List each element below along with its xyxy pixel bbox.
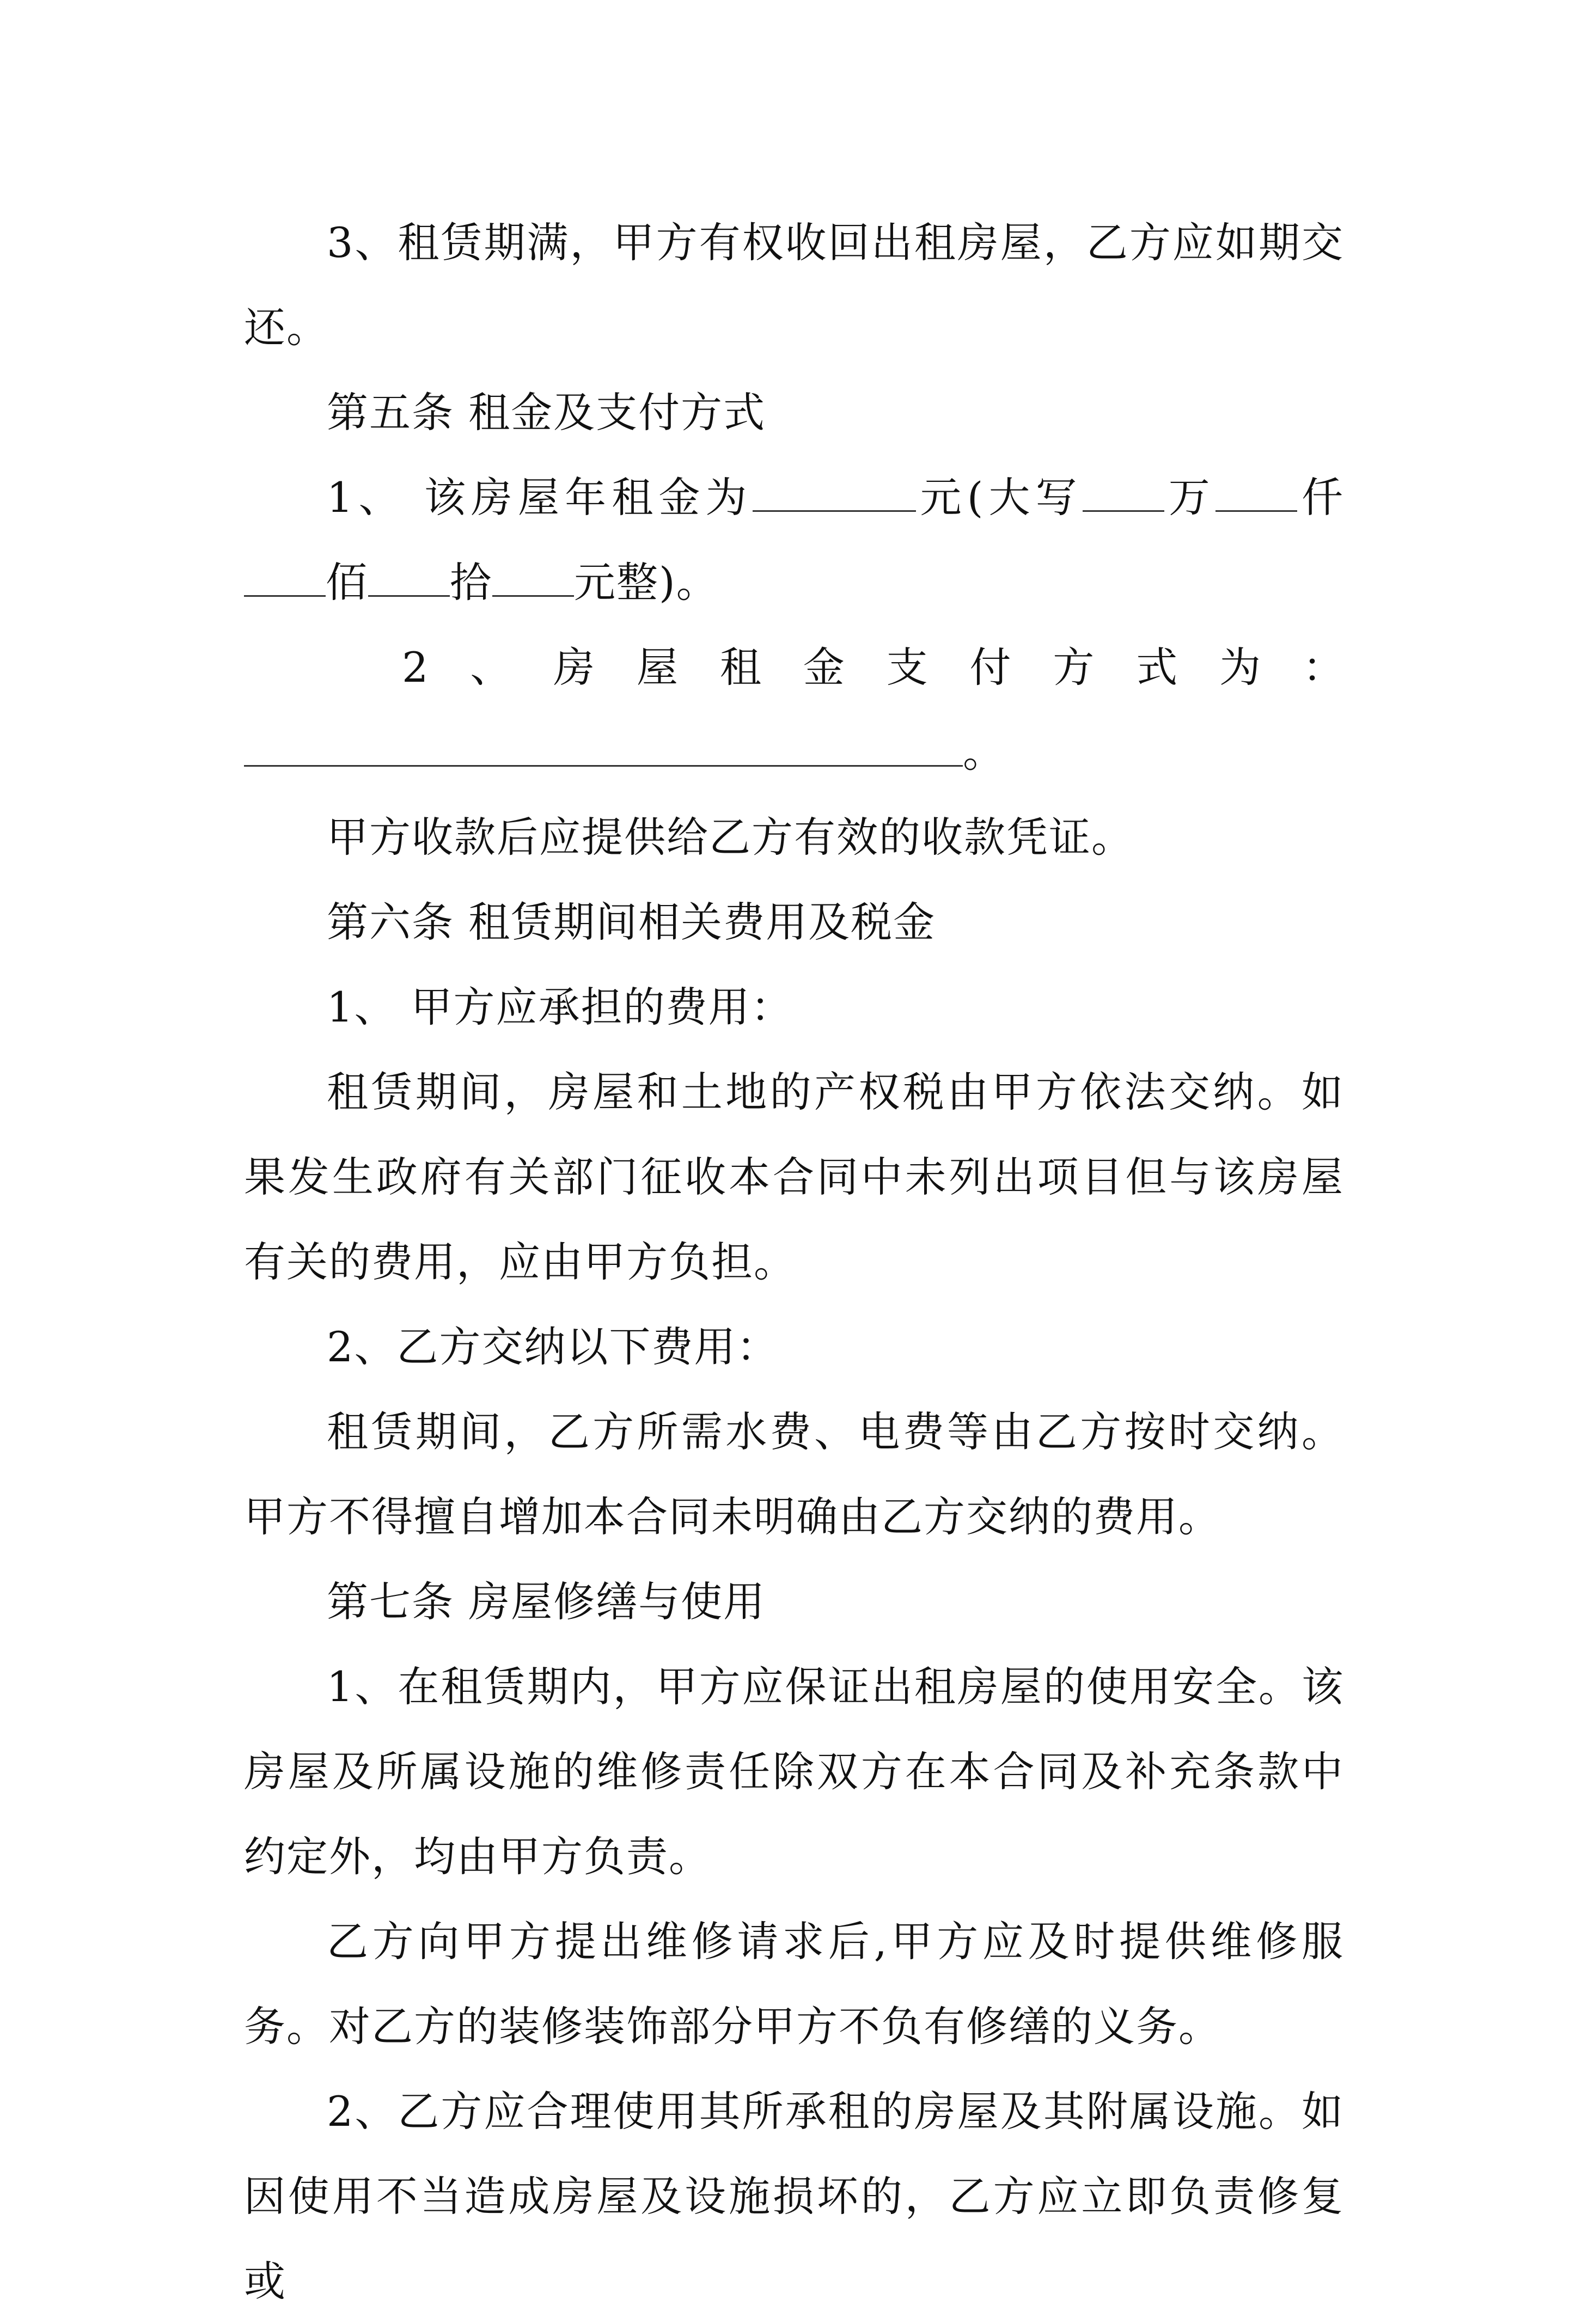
payment-method-blank (244, 727, 963, 767)
wan-blank (1083, 472, 1164, 512)
payment-method-blank-line: 。 (244, 710, 1344, 795)
document-body (244, 200, 1344, 2324)
yuan-label: 元整)。 (574, 558, 719, 607)
paragraph-repair-request: 乙方向甲方提出维修请求后,甲方应及时提供维修服务。对乙方的装修装饰部分甲方不负有修缮的义务。 (244, 1917, 1344, 2051)
section-heading-article-7: 第七条 房屋修缮与使用 (327, 1577, 766, 1626)
bai-blank (368, 557, 450, 597)
paragraph-proper-use: 2、乙方应合理使用其所承租的房屋及其附属设施。如因使用不当造成房屋及设施损坏的，乙方应立即负责修复或 (244, 2087, 1344, 2305)
paragraph-party-b-fees-heading: 2、乙方交纳以下费用： (327, 1323, 779, 1371)
qian-label: 仟 (1297, 473, 1345, 522)
paragraph-party-b-fees: 租赁期间，乙方所需水费、电费等由乙方按时交纳。甲方不得擅自增加本合同未明确由乙方交纳的费用。 (244, 1408, 1344, 1541)
rent-capital-label: 元(大写 (915, 473, 1083, 522)
section-heading-article-5: 第五条 租金及支付方式 (327, 388, 766, 437)
rent-amount-blank (753, 472, 916, 512)
wan-label: 万 (1164, 473, 1215, 522)
paragraph-repair-responsibility: 1、在租赁期内，甲方应保证出租房屋的使用安全。该房屋及所属设施的维修责任除双方在本合同及补充条款中约定外，均由甲方负责。 (244, 1662, 1344, 1881)
paragraph-party-a-fees-heading: 1、 甲方应承担的费用： (327, 983, 793, 1031)
paragraph-receipt: 甲方收款后应提供给乙方有效的收款凭证。 (327, 813, 1134, 861)
section-heading-article-6: 第六条 租赁期间相关费用及税金 (327, 898, 936, 946)
paragraph-payment-method (244, 625, 1344, 795)
paragraph-lease-expiry: 3、租赁期满，甲方有权收回出租房屋，乙方应如期交还。 (244, 218, 1344, 352)
qian-trailing-blank (244, 557, 326, 597)
rent-label: 1、 该房屋年租金为 (327, 473, 753, 522)
qian-blank (1215, 472, 1297, 512)
shi-label: 拾 (450, 558, 492, 607)
shi-blank (492, 557, 574, 597)
paragraph-party-a-fees: 租赁期间，房屋和土地的产权税由甲方依法交纳。如果发生政府有关部门征收本合同中未列出项目但与该房屋有关的费用，应由甲方负担。 (244, 1068, 1344, 1286)
bai-label: 佰 (326, 558, 368, 607)
paragraph-annual-rent (244, 455, 1344, 625)
payment-method-spread-line: 2 、 房 屋 租 金 支 付 方 式 为 ： (402, 643, 1344, 692)
